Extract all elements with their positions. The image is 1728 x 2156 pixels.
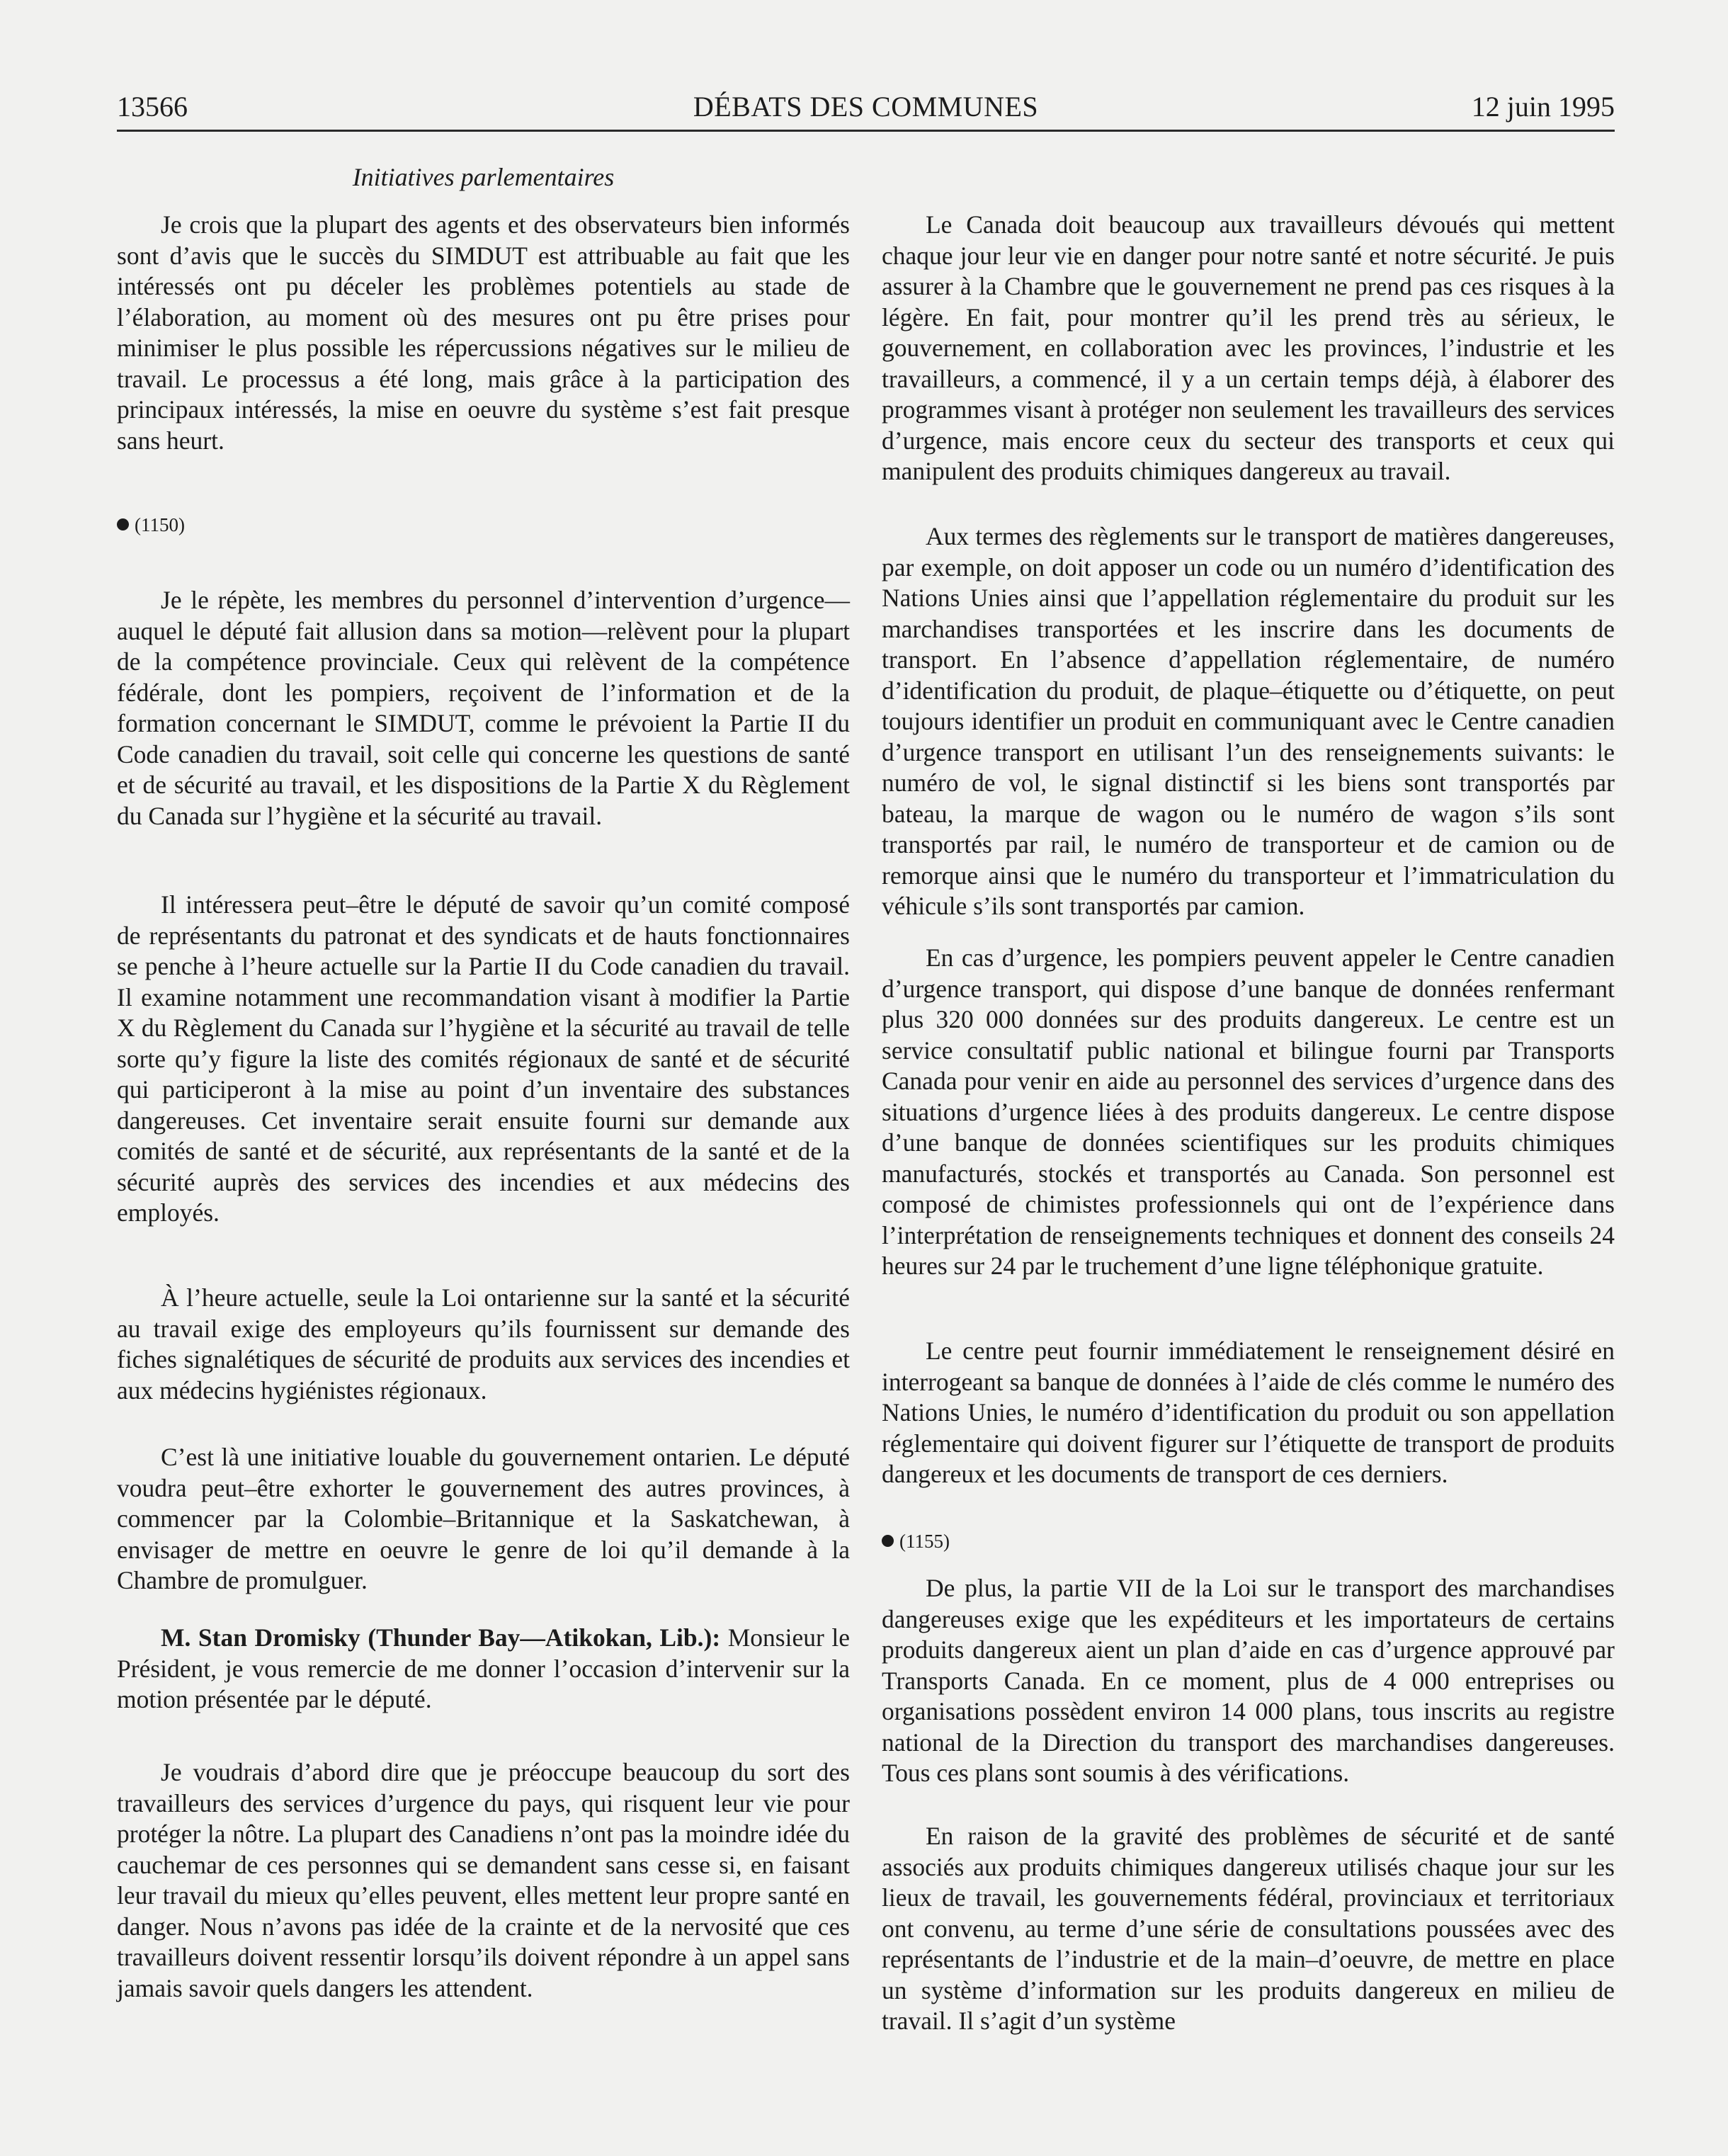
paragraph: En raison de la gravité des problèmes de sécurité et de santé associés aux produits chimiques dangereux utilisés chaque jour sur les lieux de travail, les gouvernements fédéral, provinciaux et territoriaux ont convenu, au terme d’une série de consultations poussées avec des représentants de l’industrie et de la main–d’oeuvre, de mettre en place un système d’information sur les produits dangereux en milieu de travail. Il s’agit d’un système <box>882 1822 1615 2035</box>
paragraph: Le Canada doit beaucoup aux travailleurs dévoués qui mettent chaque jour leur vie en danger pour notre santé et notre sécurité. Je puis assurer à la Chambre que le gouvernement ne prend pas ces risques à la légère. En fait, pour montrer qu’il les prend très au sérieux, le gouvernement, en collaboration avec les provinces, l’industrie et les travailleurs, a commencé, il y a un certain temps déjà, à élaborer des programmes visant à protéger non seulement les travailleurs des services d’urgence, mais encore ceux du secteur des transports et ceux qui manipulent des produits chimiques dangereux au travail. <box>882 210 1615 485</box>
paragraph: En cas d’urgence, les pompiers peuvent appeler le Centre canadien d’urgence transport, qui dispose d’une banque de données renfermant plus 320 000 données sur des produits dangereux. Le centre est un service consultatif public national et bilingue fourni par Transports Canada pour venir en aide au personnel des services d’urgence dans des situations d’urgence liées à des produits dangereux. Le centre dispose d’une banque de données scientifiques sur les produits chimiques manufacturés, stockés et transportés au Canada. Son personnel est composé de chimistes professionnels qui ont de l’expérience dans l’interprétation de renseignements techniques et donnent des conseils 24 heures sur 24 par le truchement d’une ligne téléphonique gratuite. <box>882 943 1615 1280</box>
time-marker-label: (1155) <box>899 1531 950 1552</box>
page-header <box>117 86 1615 127</box>
paragraph: Aux termes des règlements sur le transport de matières dangereuses, par exemple, on doit apposer un code ou un numéro d’identification des Nations Unies ainsi que l’appellation réglementaire du produit sur les marchandises transportées et les inscrire dans les documents de transport. En l’absence d’appellation réglementaire, de numéro d’identification du produit, de plaque–étiquette ou d’étiquette, on peut toujours identifier un produit en communiquant avec le Centre canadien d’urgence transport en utilisant l’un des renseignements suivants: le numéro de vol, le signal distinctif si les biens sont transportés par bateau, la marque de wagon ou le numéro de wagon s’ils sont transportés par rail, le numéro de transporteur et de camion ou de remorque ainsi que le numéro du transporteur et l’immatriculation du véhicule s’ils sont transportés par camion. <box>882 522 1615 920</box>
page-number: 13566 <box>117 91 188 123</box>
speaker-paragraph <box>117 1623 850 1715</box>
bullet-icon <box>117 518 129 531</box>
speaker-text: Monsieur le Président, je vous remercie de me donner l’occasion d’intervenir sur la motion présentée par le député. <box>117 1623 850 1713</box>
time-marker <box>117 512 185 538</box>
paragraph: Le centre peut fournir immédiatement le renseignement désiré en interrogeant sa banque de données à l’aide de clés comme le numéro des Nations Unies, le numéro d’identification du produit ou son appellation réglementaire qui doivent figurer sur l’étiquette de transport de produits dangereux et les documents de transport de ces derniers. <box>882 1337 1615 1488</box>
bullet-icon <box>882 1535 894 1547</box>
paragraph: Il intéressera peut–être le député de savoir qu’un comité composé de représentants du patronat et des syndicats et de hauts fonctionnaires se penche à l’heure actuelle sur la Partie II du Code canadien du travail. Il examine notamment une recommandation visant à modifier la Partie X du Règlement du Canada sur l’hygiène et la sécurité au travail de telle sorte qu’y figure la liste des comités régionaux de santé et de sécurité qui participeront à la mise au point d’un inventaire des substances dangereuses. Cet inventaire serait ensuite fourni sur demande aux comités de santé et de sécurité, aux représentants de la santé et de la sécurité auprès des services des incendies et aux médecins des employés. <box>117 890 850 1227</box>
header-rule <box>117 130 1615 132</box>
publication-title: DÉBATS DES COMMUNES <box>693 91 1039 123</box>
publication-date: 12 juin 1995 <box>1471 91 1615 123</box>
paragraph: C’est là une initiative louable du gouvernement ontarien. Le député voudra peut–être exhorter le gouvernement des autres provinces, à commencer par la Colombie–Britannique et la Saskatchewan, à envisager de mettre en oeuvre le genre de loi qu’il demande à la Chambre de promulguer. <box>117 1443 850 1594</box>
paragraph: À l’heure actuelle, seule la Loi ontarienne sur la santé et la sécurité au travail exige des employeurs qu’ils fournissent sur demande des fiches signalétiques de sécurité de produits aux services des incendies et aux médecins hygiénistes régionaux. <box>117 1283 850 1405</box>
paragraph: Je le répète, les membres du personnel d’intervention d’urgence—auquel le député fait allusion dans sa motion—relèvent pour la plupart de la compétence provinciale. Ceux qui relèvent de la compétence fédérale, dont les pompiers, reçoivent de l’information et de la formation concernant le SIMDUT, comme le prévoient la Partie II du Code canadien du travail, soit celle qui concerne les questions de santé et de sécurité au travail, et les dispositions de la Partie X du Règlement du Canada sur l’hygiène et la sécurité au travail. <box>117 586 850 830</box>
time-marker-label: (1150) <box>135 514 185 535</box>
paragraph: Je crois que la plupart des agents et des observateurs bien informés sont d’avis que le succès du SIMDUT est attribuable au fait que les intéressés ont pu déceler les problèmes potentiels au stade de l’élaboration, au moment où des mesures ont pu être prises pour minimiser le plus possible les répercussions négatives sur le milieu de travail. Le processus a été long, mais grâce à la participation des principaux intéressés, la mise en oeuvre du système s’est fait presque sans heurt. <box>117 210 850 455</box>
speaker-name: M. Stan Dromisky (Thunder Bay—Atikokan, Lib.): <box>161 1623 721 1652</box>
paragraph: De plus, la partie VII de la Loi sur le transport des marchandises dangereuses exige que les expéditeurs et les importateurs de certains produits dangereux aient un plan d’aide en cas d’urgence approuvé par Transports Canada. En ce moment, plus de 4 000 entreprises ou organisations possèdent environ 14 000 plans, tous inscrits au registre national de la Direction du transport des marchandises dangereuses. Tous ces plans sont soumis à des vérifications. <box>882 1574 1615 1787</box>
time-marker <box>882 1528 950 1554</box>
paragraph: Je voudrais d’abord dire que je préoccupe beaucoup du sort des travailleurs des services d’urgence du pays, qui risquent leur vie pour protéger la nôtre. La plupart des Canadiens n’ont pas la moindre idée du cauchemar de ces personnes qui se demandent sans cesse si, en faisant leur travail du mieux qu’elles peuvent, elles mettent leur propre santé en danger. Nous n’avons pas idée de la crainte et de la nervosité que ces travailleurs doivent ressentir lorsqu’ils doivent répondre à un appel sans jamais savoir quels dangers les attendent. <box>117 1758 850 2002</box>
section-title: Initiatives parlementaires <box>352 163 615 191</box>
